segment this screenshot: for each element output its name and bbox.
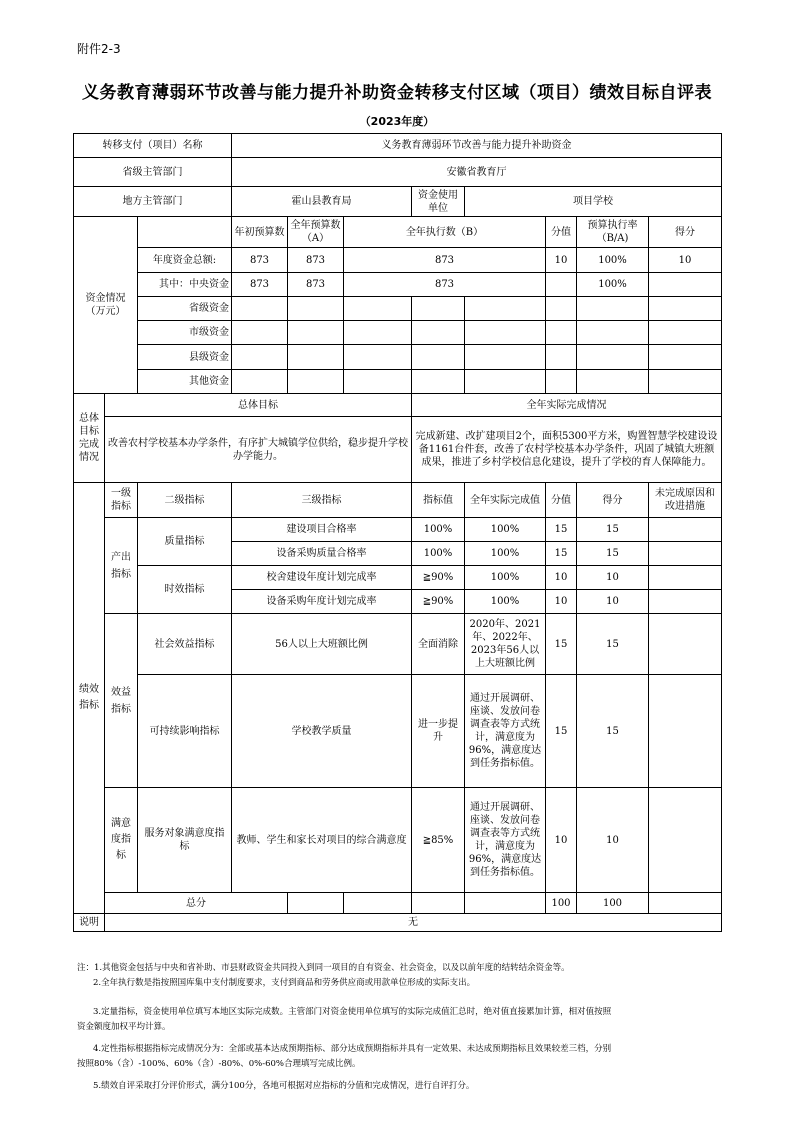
funds-row-weight (546, 345, 577, 370)
perf-row-name: 56人以上大班额比例 (232, 614, 412, 675)
perf-row-actual: 100% (465, 542, 546, 566)
goals-actual-header: 全年实际完成情况 (412, 394, 722, 417)
note-5: 5.绩效自评采取打分评价形式，满分100分，各地可根据对应指标的分值和完成情况，进行自评打分。 (93, 1081, 475, 1091)
funds-row-initial (232, 370, 288, 394)
fund-unit-value: 项目学校 (465, 187, 722, 217)
perf-row-actual: 通过开展调研、座谈、发放问卷调查表等方式统计，满意度为96%，满意度达到任务指标值。 (465, 788, 546, 893)
perf-row-name: 教师、学生和家长对项目的综合满意度 (232, 788, 412, 893)
perf-row-value: 全面消除 (412, 614, 465, 675)
perf-row-name: 设备采购质量合格率 (232, 542, 412, 566)
perf-row (74, 518, 722, 542)
note-2: 2.全年执行数是指按照国库集中支付制度要求，支付到商品和劳务供应商或用款单位形成的实际支出。 (93, 978, 476, 988)
funds-row-annual (288, 370, 344, 394)
funds-row-annual (288, 321, 344, 345)
total-score: 100 (577, 893, 649, 914)
perf-header-level1: 一级指标 (105, 483, 138, 518)
funds-header-annual: 全年预算数（A） (288, 217, 344, 248)
province-dept-row (74, 158, 722, 187)
note-1: 注：1.其他资金包括与中央和省补助、市县财政资金共同投入到同一项目的自有资金、社会资金，以及以前年度的结转结余资金等。 (77, 963, 570, 973)
goals-actual-text: 完成新建、改扩建项目2个，面积5300平方米，购置智慧学校建设设备1161台件套，改善了农村学校基本办学条件，巩固了城镇大班额成果，推进了乡村学校信息化建设，提升了学校的育人保障能力。 (412, 417, 722, 483)
perf-row-weight: 10 (546, 590, 577, 614)
perf-row-reason (649, 675, 722, 788)
perf-header-reason: 未完成原因和改进措施 (649, 483, 722, 518)
funds-row-exec-c (465, 321, 546, 345)
funds-row-label: 市级资金 (138, 321, 232, 345)
project-name-label: 转移支付（项目）名称 (74, 134, 232, 158)
funds-row-rate (577, 321, 649, 345)
funds-row-initial: 873 (232, 273, 288, 297)
funds-row-score (649, 345, 722, 370)
perf-row-reason (649, 566, 722, 590)
perf-row-reason (649, 614, 722, 675)
funds-row (74, 273, 722, 297)
province-dept-label: 省级主管部门 (74, 158, 232, 187)
funds-row (74, 297, 722, 321)
perf-row-value: ≧90% (412, 566, 465, 590)
perf-row-value: ≧85% (412, 788, 465, 893)
funds-row-exec (344, 345, 412, 370)
funds-row-initial (232, 345, 288, 370)
total-blank-b (344, 893, 412, 914)
funds-row (74, 370, 722, 394)
goals-target-text: 改善农村学校基本办学条件，有序扩大城镇学位供给，稳步提升学校办学能力。 (105, 417, 412, 483)
funds-row-exec-b (412, 370, 465, 394)
note-4: 4.定性指标根据指标完成情况分为：全部或基本达成预期指标、部分达成预期指标并具有一定效果、未达成预期指标且效果较差三档，分别 (93, 1044, 612, 1054)
perf-row-score: 10 (577, 566, 649, 590)
perf-row-score: 15 (577, 542, 649, 566)
perf-row (74, 675, 722, 788)
social-indicator-label: 社会效益指标 (138, 614, 232, 675)
perf-row-actual: 100% (465, 518, 546, 542)
funds-row-exec-b (412, 297, 465, 321)
remark-label: 说明 (74, 914, 105, 932)
funds-label: 资金情况（万元） (74, 217, 138, 394)
local-dept-label: 地方主管部门 (74, 187, 232, 217)
funds-row-exec (344, 321, 412, 345)
funds-row-label: 县级资金 (138, 345, 232, 370)
funds-row-annual (288, 345, 344, 370)
perf-row (74, 566, 722, 590)
perf-row-score: 15 (577, 614, 649, 675)
perf-row-name: 设备采购年度计划完成率 (232, 590, 412, 614)
funds-row-exec: 873 (344, 248, 546, 273)
funds-row-exec-b (412, 321, 465, 345)
total-blank-e (649, 893, 722, 914)
perf-row-reason (649, 542, 722, 566)
perf-row (74, 614, 722, 675)
total-weight: 100 (546, 893, 577, 914)
funds-row-annual: 873 (288, 248, 344, 273)
perf-header-level2: 二级指标 (138, 483, 232, 518)
perf-row-weight: 10 (546, 566, 577, 590)
perf-row-value: 进一步提升 (412, 675, 465, 788)
perf-row-name: 学校教学质量 (232, 675, 412, 788)
funds-row-label: 其他资金 (138, 370, 232, 394)
note-3-cont: 资金额度加权平均计算。 (77, 1022, 171, 1032)
province-dept-value: 安徽省教育厅 (232, 158, 722, 187)
total-blank-a (288, 893, 344, 914)
funds-row-exec (344, 370, 412, 394)
funds-row-label: 省级资金 (138, 297, 232, 321)
funds-header-initial: 年初预算数 (232, 217, 288, 248)
perf-row-score: 10 (577, 788, 649, 893)
funds-row-weight (546, 370, 577, 394)
perf-row-actual: 通过开展调研、座谈、发放问卷调查表等方式统计，满意度为96%，满意度达到任务指标值。 (465, 675, 546, 788)
goals-label: 总体目标完成情况 (74, 394, 105, 483)
evaluation-table (73, 133, 722, 932)
timeliness-indicator-label: 时效指标 (138, 566, 232, 614)
funds-row-exec-c (465, 370, 546, 394)
perf-row-weight: 15 (546, 542, 577, 566)
perf-row-value: 100% (412, 518, 465, 542)
perf-row-value: 100% (412, 542, 465, 566)
funds-header-exec: 全年执行数（B） (344, 217, 546, 248)
goals-content-row (74, 417, 722, 483)
funds-row (74, 345, 722, 370)
perf-header-level3: 三级指标 (232, 483, 412, 518)
funds-row-rate (577, 345, 649, 370)
quality-indicator-label: 质量指标 (138, 518, 232, 566)
funds-row (74, 321, 722, 345)
funds-row-exec-c (465, 297, 546, 321)
perf-row-weight: 10 (546, 788, 577, 893)
total-row (74, 893, 722, 914)
perf-row (74, 788, 722, 893)
funds-row-weight (546, 297, 577, 321)
funds-header-score: 得分 (649, 217, 722, 248)
remark-value: 无 (105, 914, 722, 932)
funds-row-exec (344, 297, 412, 321)
funds-row-initial (232, 297, 288, 321)
perf-header-actual: 全年实际完成值 (465, 483, 546, 518)
funds-row-weight (546, 321, 577, 345)
project-name-row (74, 134, 722, 158)
funds-row-rate: 100% (577, 273, 649, 297)
output-indicator-label: 产出指标 (105, 518, 138, 614)
perf-row-name: 建设项目合格率 (232, 518, 412, 542)
perf-label: 绩效指标 (74, 483, 105, 914)
perf-row-weight: 15 (546, 614, 577, 675)
funds-row-weight (546, 273, 577, 297)
funds-row-annual (288, 297, 344, 321)
funds-row-score (649, 297, 722, 321)
page-title: 义务教育薄弱环节改善与能力提升补助资金转移支付区域（项目）绩效目标自评表 (82, 83, 712, 103)
perf-row-reason (649, 518, 722, 542)
funds-row-score: 10 (649, 248, 722, 273)
funds-row-rate (577, 297, 649, 321)
local-dept-value: 霍山县教育局 (232, 187, 412, 217)
note-3: 3.定量指标，资金使用单位填写本地区实际完成数。主管部门对资金使用单位填写的实际完成值汇总时，绝对值直接累加计算，相对值按照 (93, 1007, 612, 1017)
fund-unit-label: 资金使用单位 (412, 187, 465, 217)
perf-row-actual: 2020年、2021年、2022年、2023年56人以上大班额比例 (465, 614, 546, 675)
perf-header-row (74, 483, 722, 518)
funds-row-rate (577, 370, 649, 394)
satisfaction-indicator-label: 满意度指标 (105, 788, 138, 893)
perf-header-score: 得分 (577, 483, 649, 518)
perf-row-actual: 100% (465, 566, 546, 590)
perf-row-weight: 15 (546, 675, 577, 788)
perf-row-weight: 15 (546, 518, 577, 542)
perf-row-score: 10 (577, 590, 649, 614)
funds-header-blank (138, 217, 232, 248)
local-dept-row (74, 187, 722, 217)
funds-row-rate: 100% (577, 248, 649, 273)
perf-row-value: ≧90% (412, 590, 465, 614)
goals-header-row (74, 394, 722, 417)
total-blank-d (465, 893, 546, 914)
attachment-label: 附件2-3 (77, 42, 121, 56)
funds-row-exec-c (465, 345, 546, 370)
funds-row-initial: 873 (232, 248, 288, 273)
perf-row-score: 15 (577, 675, 649, 788)
total-blank-c (412, 893, 465, 914)
funds-row-label: 其中：中央资金 (138, 273, 232, 297)
remark-row (74, 914, 722, 932)
funds-row-exec-b (412, 345, 465, 370)
funds-header-weight: 分值 (546, 217, 577, 248)
funds-row-initial (232, 321, 288, 345)
perf-header-weight: 分值 (546, 483, 577, 518)
sustain-indicator-label: 可持续影响指标 (138, 675, 232, 788)
total-label: 总分 (105, 893, 288, 914)
perf-row-reason (649, 788, 722, 893)
funds-row (74, 248, 722, 273)
funds-header-rate: 预算执行率（B/A) (577, 217, 649, 248)
service-indicator-label: 服务对象满意度指标 (138, 788, 232, 893)
perf-row-score: 15 (577, 518, 649, 542)
funds-row-exec: 873 (344, 273, 546, 297)
funds-row-label: 年度资金总额: (138, 248, 232, 273)
funds-row-score (649, 321, 722, 345)
perf-row-name: 校舍建设年度计划完成率 (232, 566, 412, 590)
perf-header-value: 指标值 (412, 483, 465, 518)
perf-row-actual: 100% (465, 590, 546, 614)
year-subtitle: （2023年度） (359, 115, 435, 128)
funds-header-row (74, 217, 722, 248)
note-4-cont: 按照80%（含）-100%、60%（含）-80%、0%-60%合理填写完成比例。 (77, 1059, 361, 1069)
funds-row-weight: 10 (546, 248, 577, 273)
goals-target-header: 总体目标 (105, 394, 412, 417)
funds-row-score (649, 273, 722, 297)
project-name-value: 义务教育薄弱环节改善与能力提升补助资金 (232, 134, 722, 158)
funds-row-annual: 873 (288, 273, 344, 297)
funds-row-score (649, 370, 722, 394)
benefit-indicator-label: 效益指标 (105, 614, 138, 788)
perf-row-reason (649, 590, 722, 614)
